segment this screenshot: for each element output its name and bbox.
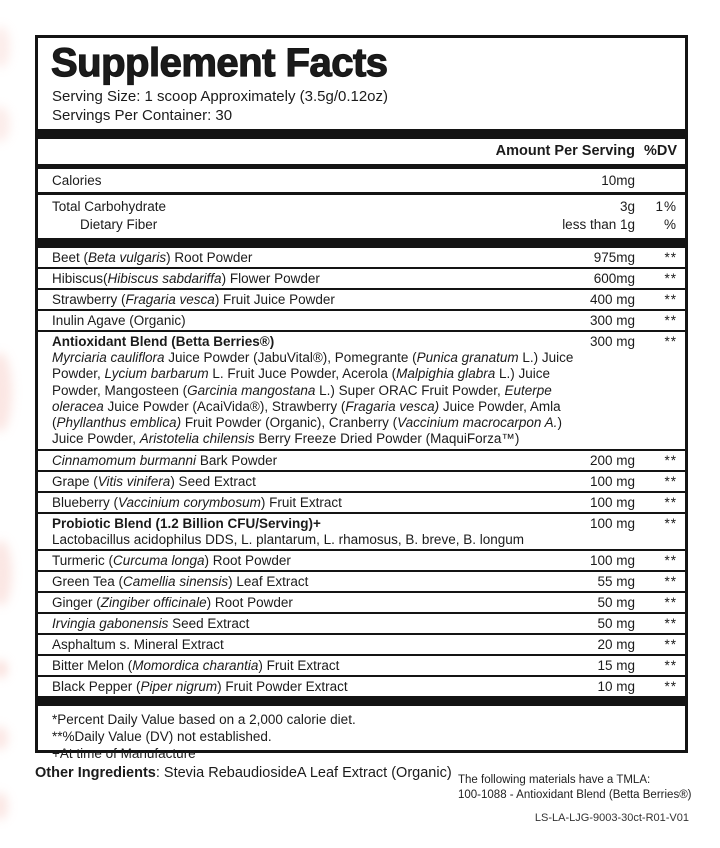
section-divider-bar [38,129,685,139]
blend-ingredient-text: Lactobacillus acidophilus DDS, L. plantarum, L. rhamosus, B. breve, B. longum [52,531,524,547]
ingredient-name [52,249,594,266]
ingredient-name [52,615,597,632]
botanical-name: Garcinia mangostana [187,382,316,398]
ingredient-name-text: Black Pepper ( [52,679,141,695]
ingredient-name-text: ) Root Powder [166,250,253,265]
amount-value: 15 mg [597,658,635,674]
amount-value: 300 mg [589,334,635,349]
ingredient-name [52,452,590,469]
product-code: LS-LA-LJG-9003-30ct-R01-V01 [534,812,689,824]
amount-value: 50 mg [597,595,635,611]
print-artifact [0,726,8,750]
ingredient-row [38,549,685,570]
ingredient-name [52,312,590,329]
ingredient-row [38,248,685,267]
blend-ingredient-text: L. Fruit Juce Powder, Acerola ( [208,366,397,382]
ingredient-name-text: Green Tea ( [52,574,124,590]
amount-value: 600mg [593,271,635,286]
botanical-name: Malpighia glabra [396,366,496,382]
ingredient-row [38,267,685,288]
ingredient-name-text: Blueberry ( [52,494,119,510]
ingredient-row [38,288,685,309]
ingredient-row [38,591,685,612]
ingredient-name-text: Hibiscus( [52,271,108,286]
amount-value: 100 mg [589,494,635,510]
dv-header: %DV [643,143,677,159]
ingredient-name [52,270,594,287]
botanical-name: Momordica charantia [132,658,259,674]
ingredient-row [38,491,685,512]
ingredient-row [38,633,685,654]
ingredient-name-text: ) Fruit Extract [260,494,342,510]
ingredient-name [52,552,590,569]
amount-value: 20 mg [597,637,635,653]
dv-value: ** [664,494,677,510]
ingredient-name-text: ) Flower Powder [221,271,320,286]
ingredient-row-line [52,573,679,590]
ingredient-row [38,330,685,449]
dv-value: ** [664,679,677,695]
amount-value: 100 mg [589,473,635,489]
ingredient-name [52,573,597,590]
blend-ingredient-list [52,532,576,548]
blend-ingredient-text: L.) Juice Powder, Mangosteen ( [52,366,551,398]
ingredient-name-text: Asphaltum s. Mineral Extract [52,637,224,653]
tmla-line1: The following materials have a TMLA: [458,774,651,786]
botanical-name: Piper nigrum [140,679,218,695]
footnotes [38,706,685,766]
amount-per-serving-header: Amount Per Serving [495,143,635,159]
ingredient-row-line [52,594,679,611]
print-artifact [0,106,10,142]
amount-value: 300 mg [589,313,635,328]
dv-value: ** [664,334,677,349]
ingredient-name-text: ) Leaf Extract [228,574,309,590]
ingredient-name-text: Antioxidant Blend (Betta Berries®) [52,334,275,349]
calories-label: Calories [52,173,102,188]
ingredient-row-line [52,552,679,569]
ingredient-row [38,654,685,675]
ingredient-name-text: Seed Extract [168,616,250,632]
tmla-note [458,773,692,803]
ingredient-name-text: ) Fruit Juice Powder [214,292,335,307]
botanical-name: Irvingia gabonensis [52,616,169,632]
botanical-name: Vitis vinifera [97,473,171,489]
ingredient-name [52,636,597,653]
ingredient-row [38,612,685,633]
ingredient-row-line [52,333,679,350]
print-artifact [0,660,7,678]
botanical-name: Fragaria vesca) [345,398,440,414]
blend-ingredient-text: ) Juice Powder, [52,415,562,447]
dv-value: ** [664,250,677,265]
ingredient-row [38,570,685,591]
print-artifact [0,792,8,820]
nutrient-name: Total Carbohydrate [52,199,167,214]
ingredient-row-line [52,657,679,674]
ingredient-name-text: ) Seed Extract [170,473,256,489]
botanical-name: Punica granatum [416,350,519,365]
ingredient-row-line [52,615,679,632]
botanical-name: Euterpe oleracea [52,382,552,414]
botanical-name: Fragaria vesca [125,292,215,307]
ingredient-row [38,470,685,491]
column-header-row [38,139,685,164]
botanical-name: Cinnamomum burmanni [52,452,197,468]
botanical-name: Phyllanthus emblica) [56,415,182,431]
print-artifact [0,26,10,68]
amount-value: 975mg [593,250,635,265]
carbohydrate-rows [38,195,685,238]
blend-ingredient-text: Juice Powder (AcaiVida®), Strawberry ( [103,398,346,414]
calories-row [38,169,685,192]
other-ingredients-label: Other Ingredients [35,765,156,781]
blend-ingredient-text: Juice Powder (JabuVital®), Pomegrante ( [164,350,417,365]
blend-ingredient-text: Berry Freeze Dried Powder (MaquiForza™) [254,431,520,447]
carb-row [52,216,679,234]
botanical-name: Beta vulgaris [88,250,167,265]
amount-value: 400 mg [589,292,635,307]
dv-value: % [663,217,677,232]
ingredient-name-text: ) Fruit Extract [258,658,340,674]
other-ingredients-line [35,764,452,782]
footnote-line: **%Daily Value (DV) not established. [52,729,272,745]
dv-value: ** [664,313,677,328]
amount-value: 200 mg [589,452,635,468]
ingredient-row-line [52,678,679,695]
ingredient-name [52,333,590,350]
dv-value: ** [664,515,677,531]
dv-value: ** [664,452,677,468]
dv-value: 1% [655,199,677,214]
ingredient-name [52,678,597,695]
ingredient-name [52,494,590,511]
dv-value: ** [664,271,677,286]
ingredient-row-line [52,312,679,329]
ingredient-row-line [52,494,679,511]
ingredient-name [52,515,590,532]
ingredient-row-line [52,515,679,532]
serving-size: Serving Size: 1 scoop Approximately (3.5g/0.12oz) [52,88,389,105]
dv-value: ** [664,616,677,632]
ingredient-name-text: Turmeric ( [52,553,113,569]
print-artifact [0,352,12,432]
amount-value: less than 1g [562,217,635,232]
botanical-name: Camellia sinensis [123,574,229,590]
ingredient-list [38,248,685,696]
tmla-line2: 100-1088 - Antioxidant Blend (Betta Berries®) [458,789,692,801]
blend-ingredient-text: L.) Super ORAC Fruit Powder, [315,382,505,398]
section-divider-bar [38,238,685,248]
dv-value: ** [664,553,677,569]
ingredient-row-line [52,249,679,266]
calories-amount: 10mg [601,173,635,188]
carb-row [52,198,679,216]
blend-ingredient-text: Juice Powder, Amla ( [52,398,561,431]
blend-ingredient-text: L.) Juice Powder, [52,350,574,382]
amount-value: 10 mg [597,679,635,695]
dv-value: ** [664,595,677,611]
botanical-name: Lycium barbarum [104,366,209,382]
ingredient-name-text: ) Root Powder [204,553,291,569]
ingredient-name-text: Strawberry ( [52,292,126,307]
amount-value: 50 mg [597,616,635,632]
dv-value: ** [664,574,677,590]
ingredient-name-text: Probiotic Blend (1.2 Billion CFU/Serving)+ [52,515,321,531]
amount-value: 100 mg [589,515,635,531]
ingredient-row [38,512,685,549]
ingredient-name-text: ) Root Powder [206,595,293,611]
blend-ingredient-list [52,350,576,448]
footnote-line: *Percent Daily Value based on a 2,000 calorie diet. [52,712,356,728]
other-ingredients-text: : Stevia RebaudiosideA Leaf Extract (Organic) [155,765,452,781]
nutrient-name: Dietary Fiber [80,217,158,232]
print-artifact [0,540,12,606]
ingredient-row [38,675,685,696]
ingredient-name-text: Beet ( [52,250,89,265]
botanical-name: Aristotelia chilensis [139,431,255,447]
footnote-line: +At time of Manufacture [52,746,196,762]
ingredient-name [52,291,590,308]
dv-value: ** [664,292,677,307]
botanical-name: Myrciaria cauliflora [52,350,165,365]
ingredient-name-text: Ginger ( [52,595,101,611]
amount-value: 100 mg [589,553,635,569]
supplement-facts-panel [35,35,688,762]
dv-value: ** [664,658,677,674]
section-divider-bar [38,696,685,706]
ingredient-name-text: Bitter Melon ( [52,658,133,674]
ingredient-name-text: Inulin Agave (Organic) [52,313,186,328]
ingredient-row-line [52,473,679,490]
amount-value: 3g [619,199,635,214]
botanical-name: Hibiscus sabdariffa [107,271,222,286]
ingredient-name-text: Grape ( [52,473,98,489]
ingredient-row-line [52,636,679,653]
ingredient-name-text: ) Fruit Powder Extract [217,679,348,695]
ingredient-row-line [52,291,679,308]
servings-per-container: Servings Per Container: 30 [52,106,233,124]
ingredient-name [52,473,590,490]
blend-ingredient-text: Fruit Powder (Organic), Cranberry ( [181,415,398,431]
amount-value: 55 mg [597,574,635,590]
botanical-name: Zingiber officinale [100,595,207,611]
ingredient-row [38,449,685,470]
dv-value: ** [664,637,677,653]
botanical-name: Curcuma longa [113,553,205,569]
ingredient-row-line [52,270,679,287]
botanical-name: Vaccinium corymbosum [118,494,261,510]
panel-title: Supplement Facts [51,41,388,85]
ingredient-row [38,309,685,330]
dv-value: ** [664,473,677,489]
ingredient-name [52,594,597,611]
ingredient-name-text: Bark Powder [196,452,278,468]
botanical-name: Vaccinium macrocarpon A. [397,415,558,431]
ingredient-name [52,657,597,674]
ingredient-row-line [52,452,679,469]
